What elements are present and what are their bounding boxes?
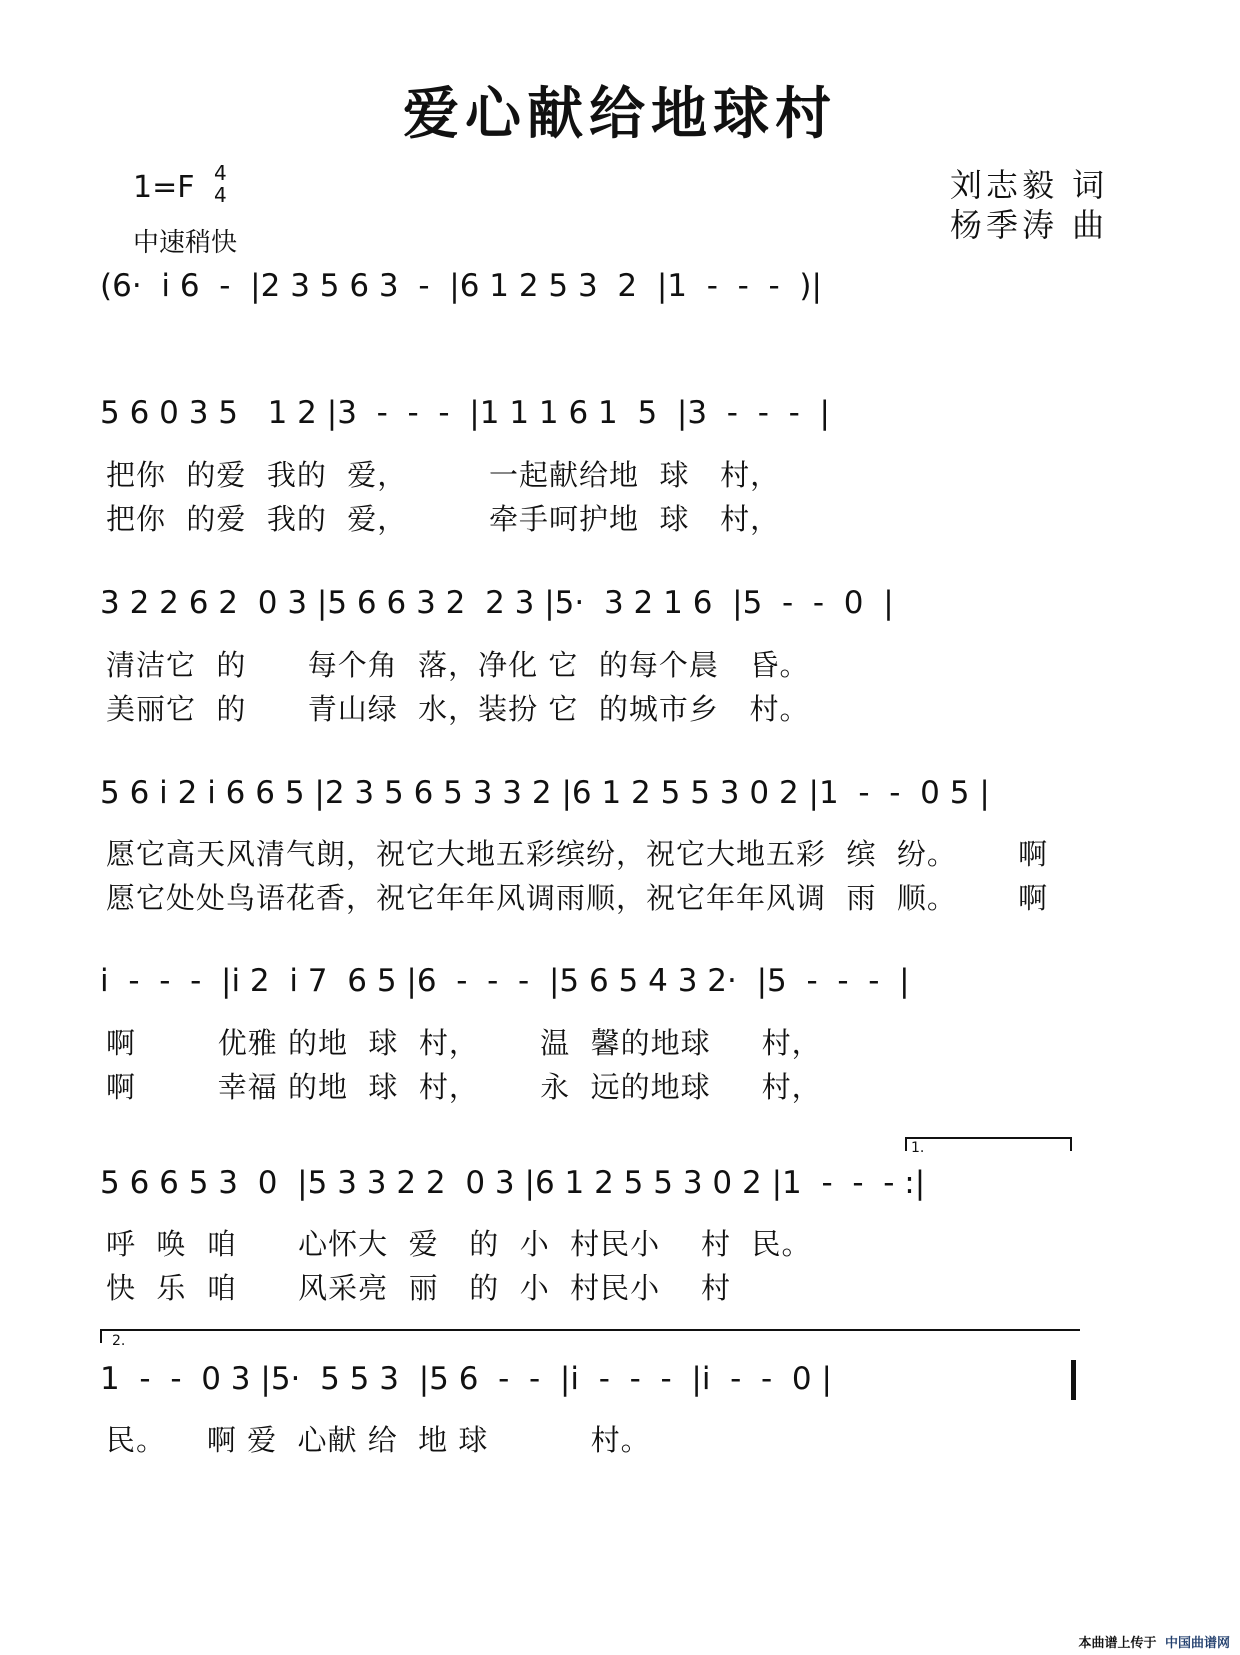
notation-line-6: 5 6 6 5 3 0 |5 3 3 2 2 0 3 |6 1 2 5 5 3 0 2 |1 - - - :| (100, 1165, 926, 1201)
first-ending-bracket (905, 1137, 1072, 1151)
first-ending-label: 1. (911, 1140, 925, 1156)
lyric-line-5-verse-1: 啊 优雅 的地 球 村， 温 馨的地球 村， (106, 1026, 822, 1060)
lyric-line-4-verse-2: 愿它处处鸟语花香，祝它年年风调雨顺，祝它年年风调 雨 顺。 啊 (106, 881, 1049, 915)
second-ending-bracket (100, 1329, 1080, 1343)
notation-line-1: (6· i 6 - |2 3 5 6 3 - |6 1 2 5 3 2 |1 - - - )| (100, 268, 822, 304)
time-signature-numerator: 4 (214, 161, 227, 185)
lyric-line-2-verse-2: 把你 的爱 我的 爱， 牵手呵护地 球 村， (106, 502, 781, 536)
footer-prefix: 本曲谱上传于 (1078, 1636, 1157, 1651)
lyric-line-5-verse-2: 啊 幸福 的地 球 村， 永 远的地球 村， (106, 1070, 822, 1104)
time-signature-denominator: 4 (214, 183, 227, 207)
lyric-line-6-verse-1: 呼 唤 咱 心怀大 爱 的 小 村民小 村 民。 (106, 1227, 812, 1261)
lyricist-credit: 刘志毅 词 (950, 166, 1109, 204)
tempo-marking: 中速稍快 (133, 228, 238, 258)
lyric-line-3-verse-1: 清洁它 的 每个角 落，净化 它 的每个晨 昏。 (106, 648, 810, 682)
lyric-line-7: 民。 啊 爱 心献 给 地 球 村。 (106, 1423, 651, 1457)
lyric-line-6-verse-2: 快 乐 咱 风采亮 丽 的 小 村民小 村 (106, 1271, 732, 1305)
notation-line-3: 3 2 2 6 2 0 3 |5 6 6 3 2 2 3 |5· 3 2 1 6 |5 - - 0 | (100, 585, 894, 621)
notation-line-2: 5 6 0 3 5 1 2 |3 - - - |1 1 1 6 1 5 |3 - - - | (100, 395, 830, 431)
key-signature: 1=F (133, 170, 195, 205)
final-barline (1071, 1360, 1076, 1400)
notation-line-7: 1 - - 0 3 |5· 5 5 3 |5 6 - - |i - - - |i - - 0 | (100, 1361, 832, 1397)
upload-credit-footer (1078, 1632, 1230, 1651)
second-ending-label: 2. (112, 1333, 126, 1349)
song-title: 爱心献给地球村 (403, 81, 837, 147)
lyric-line-4-verse-1: 愿它高天风清气朗，祝它大地五彩缤纷，祝它大地五彩 缤 纷。 啊 (106, 837, 1049, 871)
lyric-line-3-verse-2: 美丽它 的 青山绿 水，装扮 它 的城市乡 村。 (106, 692, 810, 726)
lyric-line-2-verse-1: 把你 的爱 我的 爱， 一起献给地 球 村， (106, 458, 781, 492)
time-signature (214, 162, 227, 206)
composer-credit: 杨季涛 曲 (950, 206, 1109, 244)
notation-line-4: 5 6 i 2 i 6 6 5 |2 3 5 6 5 3 3 2 |6 1 2 5 5 3 0 2 |1 - - 0 5 | (100, 775, 990, 811)
footer-brand: 中国曲谱网 (1164, 1636, 1230, 1651)
notation-line-5: i - - - |i 2 i 7 6 5 |6 - - - |5 6 5 4 3 2· |5 - - - | (100, 963, 910, 999)
